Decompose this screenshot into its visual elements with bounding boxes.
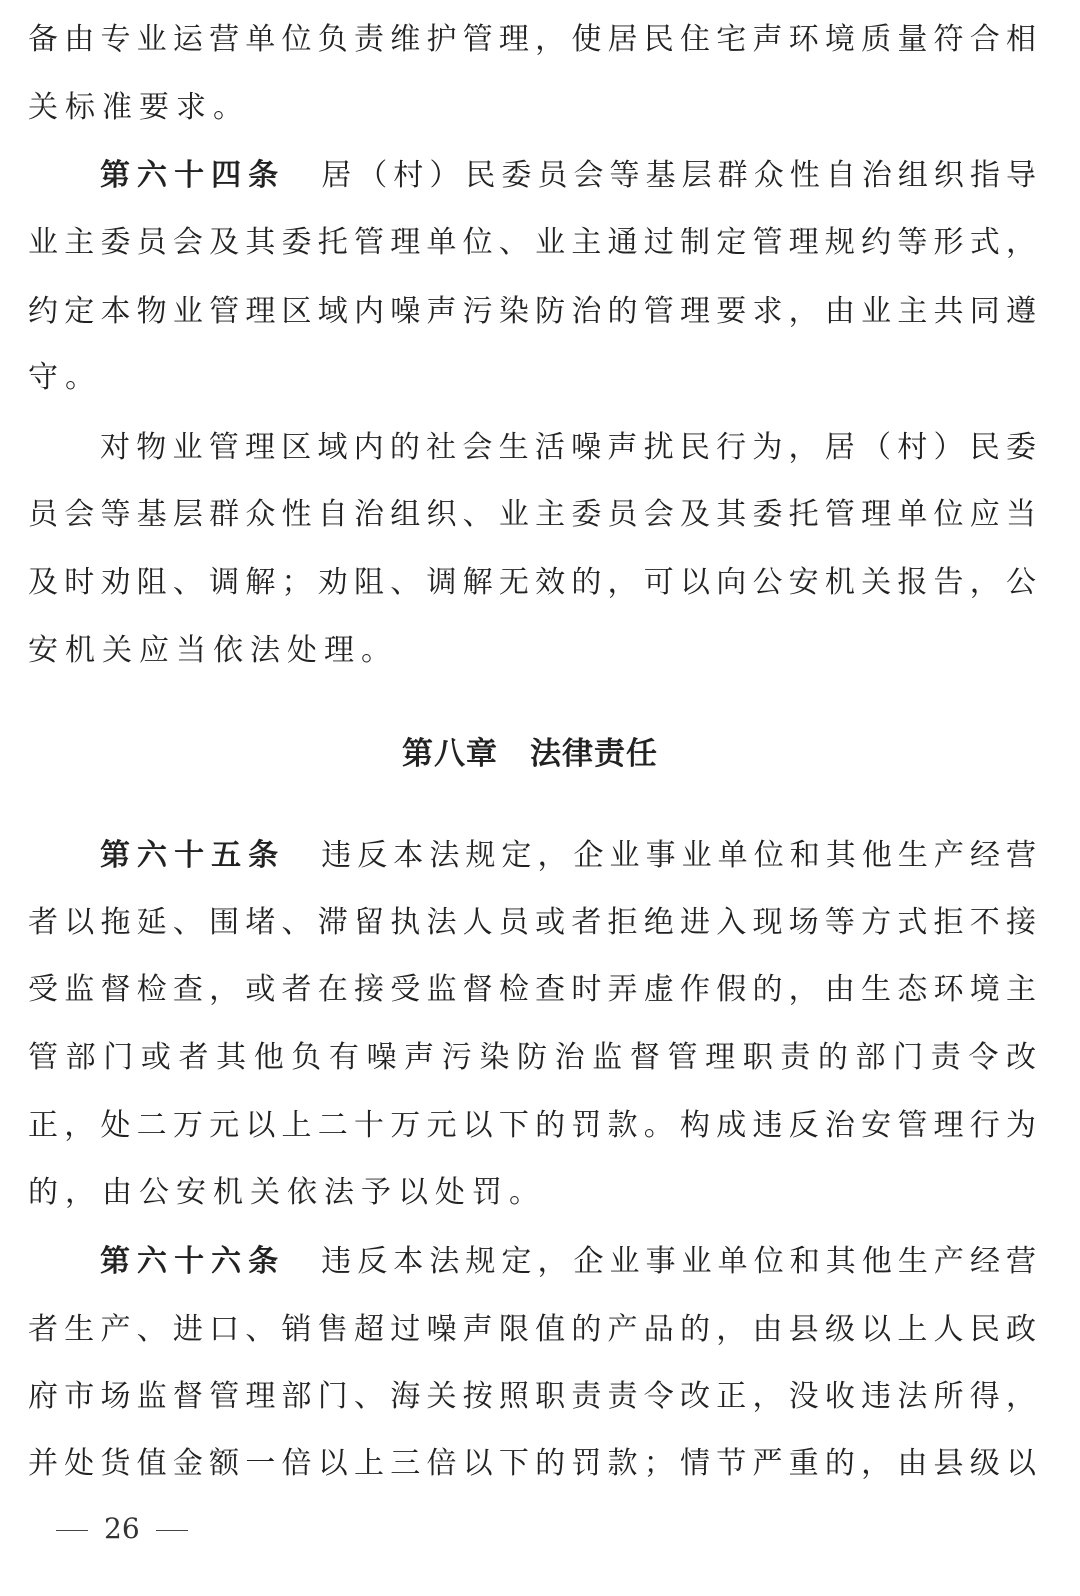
text-line [28,1171,1036,1215]
text-line [28,901,1036,945]
text-line [28,1442,1036,1486]
line-text: 对物业管理区域内的社会生活噪声扰民行为，居（村）民委 [100,430,1036,465]
text-line [28,493,1036,537]
line-text: 约定本物业管理区域内噪声污染防治的管理要求，由业主共同遵 [28,294,1036,329]
line-text: 居（村）民委员会等基层群众性自治组织指导 [321,158,1037,193]
text-line [28,1036,1036,1080]
text-line [28,290,1036,334]
line-text: 的，由公安机关依法予以处罚。 [28,1175,546,1210]
text-line [100,154,1036,198]
line-text: 并处货值金额一倍以上三倍以下的罚款；情节严重的，由县级以 [28,1446,1036,1481]
line-text: 员会等基层群众性自治组织、业主委员会及其委托管理单位应当 [28,497,1036,532]
page-number [40,1512,204,1545]
line-text: 业主委员会及其委托管理单位、业主通过制定管理规约等形式， [28,225,1036,260]
article-number: 第六十六条 [100,1244,286,1279]
chapter-heading: 第八章 法律责任 [402,736,658,772]
line-text: 受监督检查，或者在接受监督检查时弄虚作假的，由生态环境主 [28,972,1036,1007]
text-line [28,86,1036,130]
text-line [28,561,1036,605]
line-text: 关标准要求。 [28,90,250,125]
line-text: 及时劝阻、调解；劝阻、调解无效的，可以向公安机关报告，公 [28,565,1036,600]
text-line [100,1240,1036,1284]
line-text: 者生产、进口、销售超过噪声限值的产品的，由县级以上人民政 [28,1312,1036,1347]
line-text: 安机关应当依法处理。 [28,633,398,668]
text-line [100,834,1036,878]
text-line [28,1375,1036,1419]
line-text: 违反本法规定，企业事业单位和其他生产经营 [321,838,1037,873]
text-line [28,1104,1036,1148]
text-line [100,426,1036,470]
article-number: 第六十四条 [100,158,286,193]
article-number: 第六十五条 [100,838,286,873]
line-text: 管部门或者其他负有噪声污染防治监督管理职责的部门责令改 [28,1040,1036,1075]
text-line [28,356,1036,400]
line-text: 违反本法规定，企业事业单位和其他生产经营 [321,1244,1037,1279]
dash-left [56,1530,88,1531]
dash-right [156,1530,188,1531]
line-text: 守。 [28,360,102,395]
line-text: 府市场监督管理部门、海关按照职责责令改正，没收违法所得， [28,1379,1036,1414]
line-text: 正，处二万元以上二十万元以下的罚款。构成违反治安管理行为 [28,1108,1036,1143]
text-line [28,18,1036,62]
text-line [28,1308,1036,1352]
page-number-text: 26 [104,1512,140,1545]
text-line [28,968,1036,1012]
line-text: 备由专业运营单位负责维护管理，使居民住宅声环境质量符合相 [28,22,1036,57]
text-line [28,629,1036,673]
line-text: 者以拖延、围堵、滞留执法人员或者拒绝进入现场等方式拒不接 [28,905,1036,940]
text-line [28,221,1036,265]
